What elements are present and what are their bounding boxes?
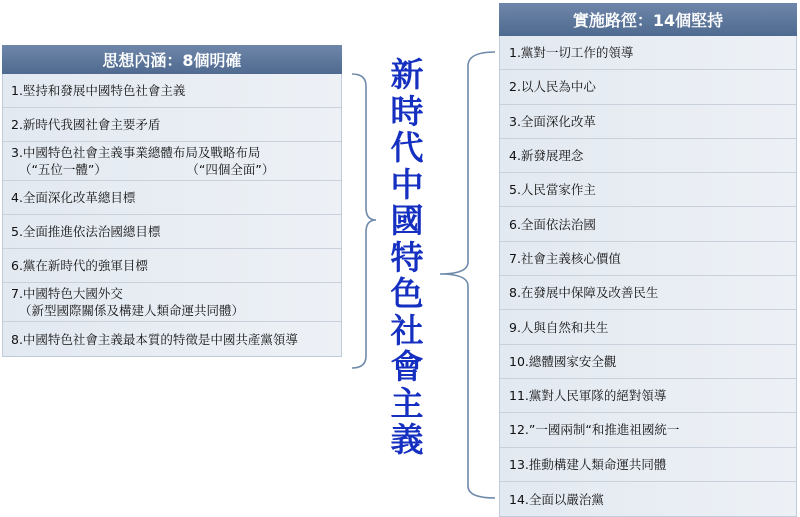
item-text: 7.中國特色大國外交 [11,286,123,301]
left-bracket [352,74,376,368]
title-char: 社 [390,310,424,350]
list-item [500,310,796,344]
item-text: 1.黨對一切工作的領導 [509,45,634,61]
title-char: 主 [390,383,424,423]
right-panel [499,3,797,517]
list-item [500,139,796,173]
item-text: 3.全面深化改革 [509,113,596,129]
right-panel-list [499,36,797,517]
left-panel-title: 思想內涵：8個明確 [2,45,342,74]
list-item [500,379,796,413]
item-text: 6.全面依法治國 [509,216,596,232]
list-item [500,173,796,207]
item-text: 2.新時代我國社會主要矛盾 [11,117,161,132]
right-bracket [440,52,495,498]
right-panel-title: 實施路徑：14個堅持 [499,3,797,36]
item-text: 2.以人民為中心 [509,79,596,95]
item-text: 8.中國特色社會主義最本質的特徵是中國共產黨領導 [11,331,298,347]
item-subtext: （“五位一體”） （“四個全面”） [11,162,275,177]
title-char: 新 [390,55,424,94]
item-text: 9.人與自然和共生 [509,319,609,335]
list-item [500,242,796,276]
list-item [500,36,796,70]
item-text: 14.全面以嚴治黨 [509,491,604,507]
title-char: 代 [390,128,424,167]
item-text: 1.堅持和發展中國特色社會主義 [11,83,186,98]
item-subtext: （新型國際關係及構建人類命運共同體） [11,303,244,318]
list-item [500,105,796,139]
list-item [500,448,796,482]
item-text: 8.在發展中保障及改善民生 [509,285,659,301]
item-text: 7.社會主義核心價值 [509,250,621,266]
item-text: 6.黨在新時代的強軍目標 [11,258,148,273]
item-text: 5.人民當家作主 [509,182,596,198]
title-char: 會 [390,347,424,386]
item-text: 5.全面推進依法治國總目標 [11,224,161,239]
item-text: 11.黨對人民軍隊的絕對領導 [509,388,667,404]
item-text: 3.中國特色社會主義事業總體布局及戰略布局 [11,145,261,160]
title-char: 時 [390,91,424,131]
list-item [500,70,796,104]
item-text: 12.”一國兩制“和推進祖國統一 [509,422,680,438]
list-item [500,276,796,310]
title-char: 國 [390,201,424,240]
title-char: 色 [390,274,424,313]
center-title [388,57,426,459]
title-char: 特 [390,237,424,277]
item-text: 4.新發展理念 [509,148,584,164]
item-text: 10.總體國家安全觀 [509,353,617,369]
list-item [500,345,796,379]
item-text: 13.推動構建人類命運共同體 [509,456,667,472]
list-item [500,207,796,241]
list-item [500,413,796,447]
item-text: 4.全面深化改革總目標 [11,190,136,205]
list-item [500,482,796,516]
title-char: 義 [390,420,424,459]
title-char: 中 [390,164,424,204]
